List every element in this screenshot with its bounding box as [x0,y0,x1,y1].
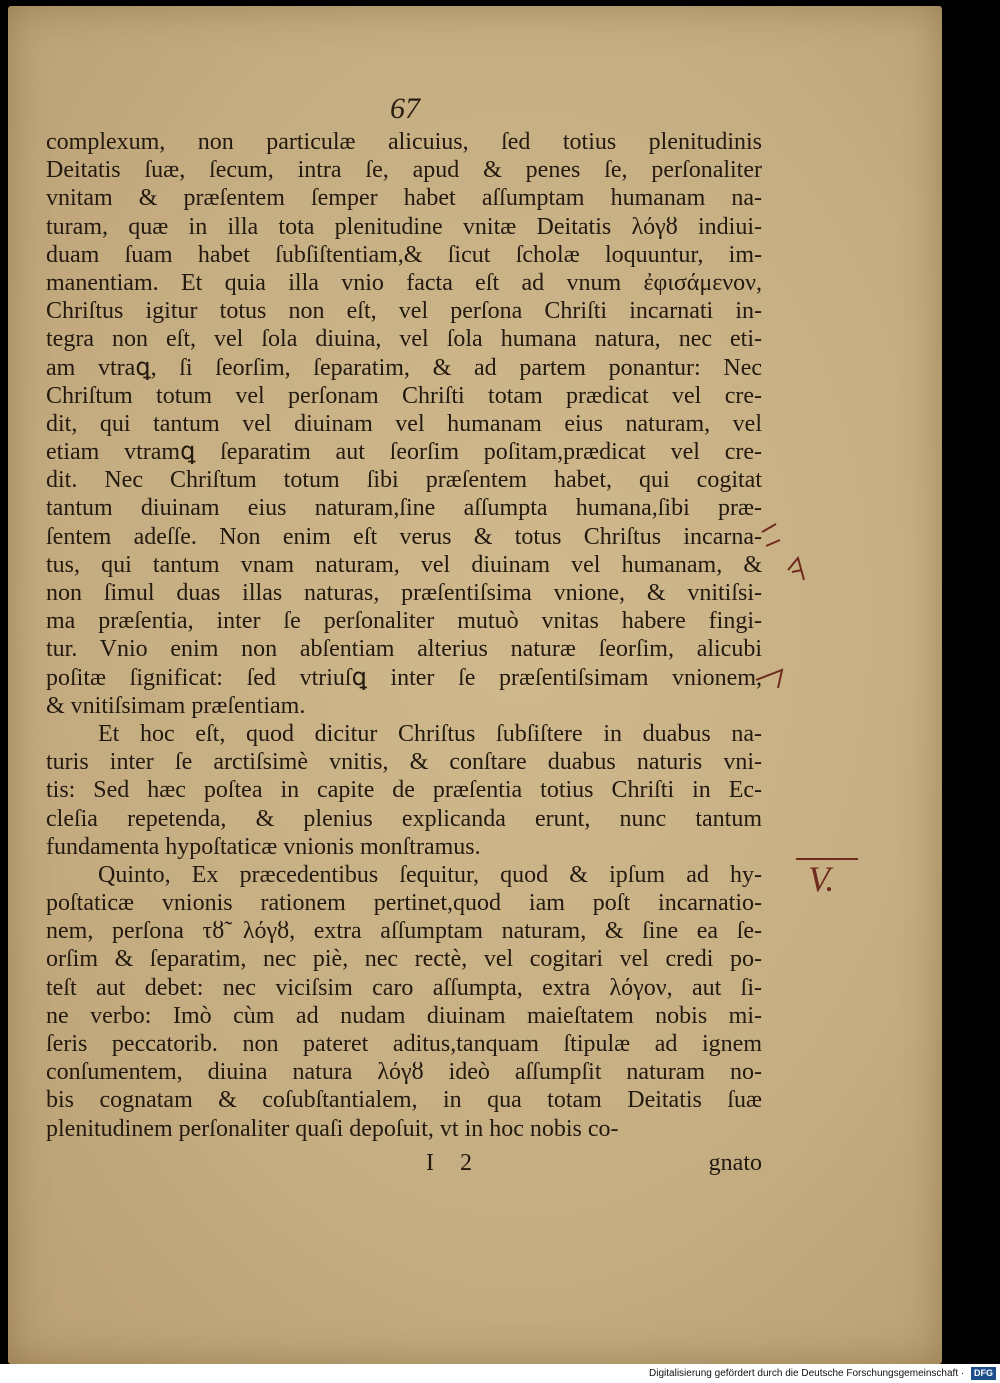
text-line: ne verbo: Imò cùm ad nudam diuinam maieſtatem nobis mi- [46,1002,762,1029]
text-line: tantum diuinam eius naturam,ſine aſſumpta humana,ſibi præ- [46,495,762,522]
text-line: am vtraꝗ, ſi ſeorſim, ſeparatim, & ad partem ponantur: Nec [46,354,762,381]
text-line: cleſia repetenda, & plenius explicanda erunt, nunc tantum [46,805,762,832]
catchword: gnato [708,1150,762,1176]
text-line: complexum, non particulæ alicuius, ſed totius plenitudinis [46,129,762,155]
text-line: ſentem adeſſe. Non enim eſt verus & totus Chriſtus incarna- [46,523,762,550]
text-line: poſitæ ſignificat: ſed vtriuſꝗ inter ſe præſentiſsimam vnionem, [46,664,762,691]
text-line: orſim & ſeparatim, nec piè, nec rectè, vel cogitari vel credi po- [46,946,762,973]
text-line: conſumentem, diuina natura λόγȣ ideò aſſumpſit naturam no- [46,1059,762,1086]
text-line: Quinto, Ex præcedentibus ſequitur, quod & ipſum ad hy- [98,861,762,888]
text-line: non ſimul duas illas naturas, præſentiſsima vnione, & vnitiſsi- [46,580,762,606]
text-line: fundamenta hypoſtaticæ vnionis monſtramus. [46,833,481,860]
page-number: 67 [390,92,420,125]
text-line: turis inter ſe arctiſsimè vnitis, & conſtare duabus naturis vni- [46,749,762,776]
text-line: dit. Nec Chriſtum totum ſibi præſentem habet, qui cogitat [46,467,762,494]
credit-text: Digitalisierung gefördert durch die Deutsche Forschungsgemeinschaft · [649,1368,965,1379]
text-line: vnitam & præſentem ſemper habet aſſumptam humanam na- [46,185,762,212]
text-line: Et hoc eſt, quod dicitur Chriſtus ſubſiſtere in duabus na- [98,720,762,747]
text-line: dit, qui tantum vel diuinam vel humanam eius naturam, vel [46,410,762,437]
text-line: Chriſtum totum vel perſonam Chriſti totam prædicat vel cre- [46,382,762,409]
text-line: Chriſtus igitur totus non eſt, vel perſona Chriſti incarnati in- [46,298,762,325]
text-line: ſeris peccatorib. non pateret aditus,tanquam ſtipulæ ad ignem [46,1031,762,1057]
text-line: bis cognatam & coſubſtantialem, in qua totam Deitatis ſuæ [46,1087,762,1114]
text-line: duam ſuam habet ſubſiſtentiam,& ſicut ſcholæ loquuntur, im- [46,241,762,268]
text-line: ma præſentia, inter ſe perſonaliter mutuò vnitas habere fingi- [46,608,762,635]
dfg-logo: DFG [971,1367,996,1380]
text-line: poſtaticæ vnionis rationem pertinet,quod iam poſt incarnatio- [46,890,762,917]
credit-bar [0,1364,1000,1383]
text-line: Deitatis ſuæ, ſecum, intra ſe, apud & penes ſe, perſonaliter [46,157,762,184]
margin-annotation-letter: V. [808,859,835,899]
text-line: tis: Sed hæc poſtea in capite de præſentia totius Chriſti in Ec- [46,777,762,804]
text-line: teſt aut debet: nec viciſsim caro aſſumpta, extra λόγον, aut ſi- [46,974,762,1001]
text-line: etiam vtramꝗ ſeparatim aut ſeorſim poſitam,prædicat vel cre- [46,439,762,466]
text-line: tus, qui tantum vnam naturam, vel diuinam vel humanam, & [46,551,762,578]
signature-mark: I 2 [426,1150,482,1176]
text-line: plenitudinem perſonaliter quaſi depoſuit, vt in hoc nobis co- [46,1115,619,1142]
text-line: tur. Vnio enim non abſentiam alterius naturæ ſeorſim, alicubi [46,636,762,663]
page-footer [46,1150,762,1180]
text-line: manentiam. Et quia illa vnio facta eſt ad vnum ἐφισάμενον, [46,269,762,296]
body-text [46,128,762,1143]
text-line: turam, quæ in illa tota plenitudine vnitæ Deitatis λόγȣ indiui- [46,213,762,240]
text-line: nem, perſona τȣ̃ λόγȣ, extra aſſumptam naturam, & ſine ea ſe- [46,918,762,945]
text-line: tegra non eſt, vel ſola diuina, vel ſola humana natura, nec eti- [46,326,762,353]
text-line: & vnitiſsimam præſentiam. [46,692,306,719]
